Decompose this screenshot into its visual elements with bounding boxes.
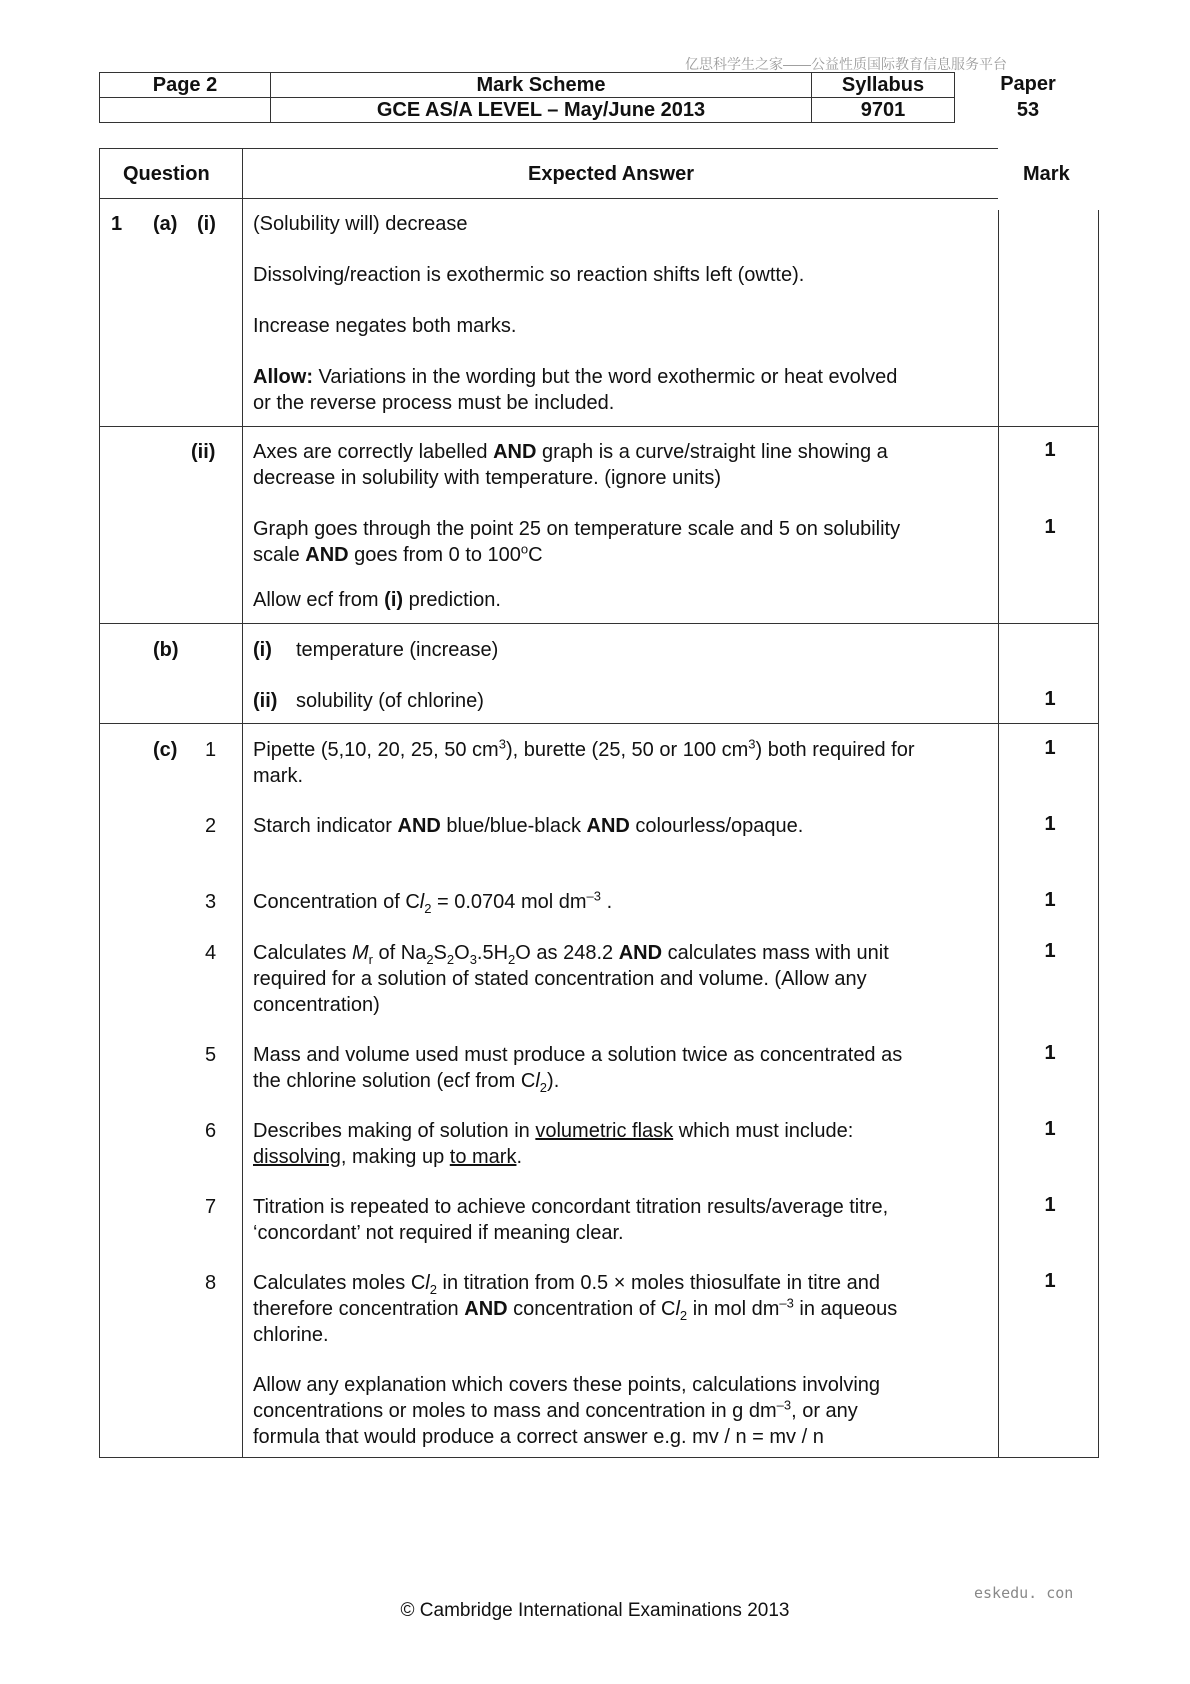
answer-text-span: = 0.0704 mol dm [431, 891, 587, 913]
degree-symbol: o [520, 541, 529, 557]
paper-label: Paper [1000, 73, 1056, 95]
answer-text-span: therefore concentration [253, 1298, 465, 1320]
subpart-ii-label: (ii) [191, 441, 216, 463]
answer-text-span: ), burette (25, 50 or 100 cm [505, 739, 749, 761]
mark-value: 1 [1044, 439, 1056, 461]
answer-text-span: Allow ecf from [253, 589, 385, 611]
superscript: –3 [776, 1397, 792, 1413]
point-number: 1 [205, 739, 217, 761]
answer-text [253, 587, 501, 613]
subpart-i-label: (i) [197, 213, 216, 235]
answer-text [253, 889, 612, 915]
answer-text [253, 1118, 853, 1144]
answer-text-span: colourless/opaque. [629, 815, 804, 837]
page-number: Page 2 [100, 73, 271, 98]
answer-text-span: Concentration of C [253, 891, 420, 913]
answer-text-span: .5H [476, 942, 509, 964]
mark-value: 1 [1044, 1194, 1056, 1216]
italic-l: l [419, 891, 425, 913]
answer-text-span: Calculates [253, 942, 352, 964]
answer-text [253, 940, 889, 966]
allow-label: Allow: [253, 366, 313, 388]
mark-value: 1 [1044, 940, 1056, 962]
underlined-term: dissolving [253, 1146, 341, 1168]
mark-value: 1 [1044, 516, 1056, 538]
answer-text-span: O [454, 942, 470, 964]
answer-text-span: concentrations or moles to mass and concentration in g dm [253, 1400, 777, 1422]
superscript: 3 [498, 736, 506, 752]
answer-text-span: Starch indicator [253, 815, 398, 837]
answer-text: chlorine. [253, 1324, 329, 1346]
and-keyword: AND [493, 441, 537, 463]
table-top-border [99, 148, 998, 149]
answer-text: Graph goes through the point 25 on temperature scale and 5 on solubility [253, 518, 901, 540]
answer-text-span: . [516, 1146, 523, 1168]
syllabus-code: 9701 [812, 98, 955, 123]
row-divider [99, 426, 1099, 427]
answer-text-span: Calculates moles C [253, 1272, 426, 1294]
point-number: 5 [205, 1044, 217, 1066]
copyright-footer: © Cambridge International Examinations 2013 [400, 1600, 790, 1621]
answer-text-span: S [433, 942, 447, 964]
watermark-text: 亿思科学生之家——公益性质国际教育信息服务平台 [685, 56, 1007, 72]
answer-text: concentration) [253, 994, 380, 1016]
subscript: 2 [446, 952, 455, 967]
answer-text [253, 542, 543, 568]
answer-text: mark. [253, 765, 303, 787]
syllabus-label: Syllabus [812, 73, 955, 98]
mark-value: 1 [1044, 1118, 1056, 1140]
paper-number: 53 [1016, 99, 1040, 121]
answer-column-divider [998, 210, 999, 1457]
answer-text-span: Describes making of solution in [253, 1120, 536, 1142]
question-column-divider [242, 148, 243, 1457]
bold-ref: (i) [384, 589, 404, 611]
answer-text-span: in titration from 0.5 × moles thiosulfate in titre and [436, 1272, 880, 1294]
subscript: 2 [508, 952, 516, 967]
answer-text-span: graph is a curve/straight line showing a [536, 441, 888, 463]
subscript: 2 [429, 1282, 437, 1297]
and-keyword: AND [586, 815, 630, 837]
answer-text: or the reverse process must be included. [253, 392, 615, 414]
answer-text-span: ). [547, 1070, 560, 1092]
table-right-border [1098, 210, 1099, 1457]
answer-text-span: in mol dm [687, 1298, 780, 1320]
subpart-ii-label: (ii) [253, 690, 278, 712]
mark-value: 1 [1044, 813, 1056, 835]
italic-l: l [535, 1070, 540, 1092]
answer-text-span: Variations in the wording but the word exothermic or heat evolved [313, 366, 898, 388]
point-number: 6 [205, 1120, 217, 1142]
answer-text-span: blue/blue-black [440, 815, 587, 837]
column-header-mark: Mark [1023, 163, 1070, 185]
answer-text [253, 813, 803, 839]
point-number: 3 [205, 891, 217, 913]
answer-text-span: O as 248.2 [515, 942, 619, 964]
subscript: 2 [424, 901, 432, 916]
answer-text-span: in aqueous [793, 1298, 898, 1320]
superscript: –3 [586, 888, 602, 904]
answer-text [253, 1296, 897, 1322]
answer-text-span: scale [253, 544, 306, 566]
answer-text: decrease in solubility with temperature. (ignore units) [253, 467, 721, 489]
and-keyword: AND [397, 815, 441, 837]
underlined-term: to mark [449, 1146, 517, 1168]
answer-text-span: concentration of C [507, 1298, 676, 1320]
part-a-label: (a) [153, 213, 178, 235]
empty-cell [100, 98, 271, 123]
part-c-label: (c) [153, 739, 178, 761]
subscript: 3 [469, 952, 477, 967]
answer-text: temperature (increase) [296, 639, 499, 661]
answer-text: Allow any explanation which covers these points, calculations involving [253, 1374, 881, 1396]
subpart-i-label: (i) [253, 639, 272, 661]
superscript: 3 [748, 736, 756, 752]
italic-M: M [351, 942, 369, 964]
answer-text-span: of Na [372, 942, 427, 964]
table-left-border [99, 148, 100, 1457]
mark-value: 1 [1044, 889, 1056, 911]
row-divider [99, 723, 1099, 724]
answer-text-span: , or any [791, 1400, 858, 1422]
answer-text: Dissolving/reaction is exothermic so reaction shifts left (owtte). [253, 264, 805, 286]
row-divider [99, 623, 1099, 624]
doc-title: Mark Scheme [271, 73, 812, 98]
question-number: 1 [111, 213, 123, 235]
answer-text [253, 1270, 880, 1296]
and-keyword: AND [618, 942, 663, 964]
answer-text-span: which must include: [673, 1120, 854, 1142]
mark-value: 1 [1044, 737, 1056, 759]
column-header-answer: Expected Answer [528, 163, 694, 185]
mark-value: 1 [1044, 1042, 1056, 1064]
site-watermark: eskedu. con [974, 1584, 1074, 1602]
answer-text [253, 1398, 858, 1424]
underlined-term: volumetric flask [535, 1120, 674, 1142]
answer-text-span: Axes are correctly labelled [253, 441, 494, 463]
italic-l: l [425, 1272, 430, 1294]
answer-text: Mass and volume used must produce a solution twice as concentrated as [253, 1044, 903, 1066]
mark-value: 1 [1044, 1270, 1056, 1292]
subscript: r [368, 952, 373, 967]
answer-text-span: prediction. [403, 589, 501, 611]
answer-text-span: . [601, 891, 613, 913]
part-b-label: (b) [153, 639, 179, 661]
answer-text [253, 439, 888, 465]
subscript: 2 [426, 952, 434, 967]
point-number: 4 [205, 942, 217, 964]
mark-value: 1 [1044, 688, 1056, 710]
header-bottom-border [99, 198, 998, 199]
answer-text [253, 737, 915, 763]
answer-text: (Solubility will) decrease [253, 213, 468, 235]
answer-text-span: the chlorine solution (ecf from C [253, 1070, 536, 1092]
column-header-question: Question [123, 163, 210, 185]
header-table [99, 72, 955, 123]
answer-text: formula that would produce a correct answer e.g. mv / n = mv / n [253, 1426, 824, 1448]
exam-session: GCE AS/A LEVEL – May/June 2013 [271, 98, 812, 123]
point-number: 7 [205, 1196, 217, 1218]
answer-text-span: calculates mass with unit [662, 942, 889, 964]
table-bottom-border [99, 1457, 1099, 1458]
answer-text: required for a solution of stated concentration and volume. (Allow any [253, 968, 867, 990]
answer-text: ‘concordant’ not required if meaning clear. [253, 1222, 624, 1244]
point-number: 8 [205, 1272, 217, 1294]
celsius-unit: C [528, 544, 543, 566]
answer-text: Titration is repeated to achieve concordant titration results/average titre, [253, 1196, 889, 1218]
and-keyword: AND [464, 1298, 508, 1320]
answer-text [253, 364, 897, 390]
answer-text-span: goes from 0 to 100 [348, 544, 521, 566]
answer-text [253, 1068, 559, 1094]
subscript: 2 [539, 1080, 548, 1095]
subscript: 2 [679, 1308, 688, 1323]
superscript: –3 [779, 1295, 794, 1311]
answer-text-span: ) both required for [755, 739, 915, 761]
answer-text-span: , making up [340, 1146, 450, 1168]
answer-text: Increase negates both marks. [253, 315, 517, 337]
answer-text [253, 1144, 522, 1170]
answer-text-span: Pipette (5,10, 20, 25, 50 cm [253, 739, 499, 761]
answer-text: solubility (of chlorine) [296, 690, 484, 712]
italic-l: l [675, 1298, 680, 1320]
and-keyword: AND [305, 544, 349, 566]
point-number: 2 [205, 815, 217, 837]
